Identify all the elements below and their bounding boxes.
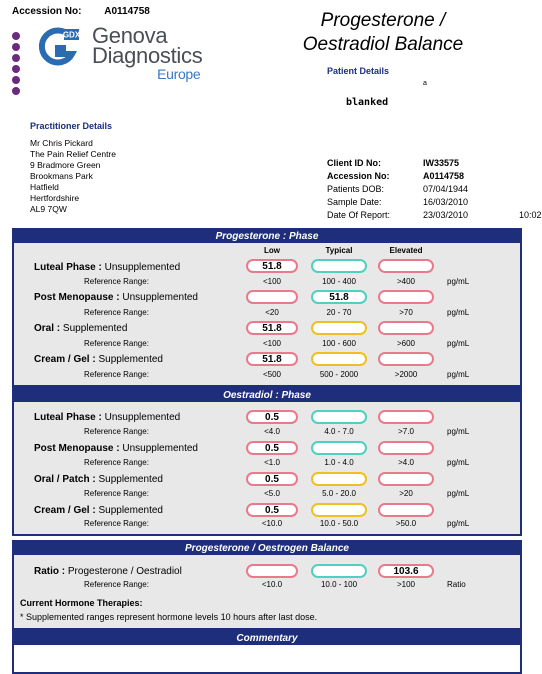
elevated-result-box	[378, 410, 434, 424]
low-result-box: 0.5	[246, 410, 298, 424]
brand-line-2: Diagnostics	[92, 43, 203, 68]
unit-label: pg/mL	[447, 519, 470, 528]
report-title	[270, 9, 496, 57]
dob-value: 07/04/1944	[423, 184, 469, 194]
genova-g-logo-icon	[36, 26, 80, 70]
sample-date-label: Sample Date:	[327, 197, 382, 207]
typical-result-box: 51.8	[311, 290, 367, 304]
low-result-box	[246, 564, 298, 578]
client-accession-value: A0114758	[423, 171, 465, 181]
progesterone-panel-title: Progesterone : Phase	[14, 230, 520, 243]
typical-range: 5.0 - 20.0	[322, 489, 356, 498]
typical-result-box	[311, 410, 367, 424]
typical-result-box	[311, 564, 367, 578]
reference-range-label: Reference Range:	[84, 458, 149, 467]
unit-label: pg/mL	[447, 427, 470, 436]
practitioner-address	[30, 138, 116, 215]
reference-range-label: Reference Range:	[84, 370, 149, 379]
sample-date-value: 16/03/2010	[423, 197, 469, 207]
result-row-label: Cream / Gel : Supplemented	[34, 354, 163, 365]
typical-range: 500 - 2000	[319, 370, 359, 379]
reference-range-label: Reference Range:	[84, 489, 149, 498]
low-result-box: 51.8	[246, 352, 298, 366]
elevated-result-box	[378, 503, 434, 517]
report-title-line-2: Oestradiol Balance	[302, 34, 464, 55]
unit-label: pg/mL	[447, 489, 470, 498]
low-range: <20	[265, 308, 279, 317]
oestradiol-panel-title: Oestradiol : Phase	[14, 389, 520, 402]
commentary-panel	[12, 630, 522, 674]
result-row-label: Post Menopause : Unsupplemented	[34, 292, 198, 303]
typical-range: 100 - 400	[322, 277, 356, 286]
accession-header	[12, 6, 150, 17]
elevated-result-box	[378, 472, 434, 486]
reference-range-label: Reference Range:	[84, 308, 149, 317]
brand-line-1: Genova	[92, 23, 168, 48]
typical-range: 10.0 - 50.0	[319, 519, 359, 528]
elevated-range: >100	[396, 580, 416, 589]
low-range: <4.0	[264, 427, 280, 436]
low-result-box: 51.8	[246, 321, 298, 335]
address-line: AL9 7QW	[30, 204, 67, 214]
hormone-therapies-label: Current Hormone Therapies:	[20, 598, 143, 608]
elevated-result-box	[378, 321, 434, 335]
unit-label: pg/mL	[447, 370, 470, 379]
elevated-range: >400	[396, 277, 416, 286]
result-row-label: Oral / Patch : Supplemented	[34, 474, 163, 485]
column-header-typical: Typical	[325, 246, 353, 255]
logo-text: GDX	[62, 30, 81, 40]
low-range: <100	[262, 277, 282, 286]
typical-range: 4.0 - 7.0	[324, 427, 354, 436]
practitioner-details-label: Practitioner Details	[30, 121, 113, 131]
typical-range: 1.0 - 4.0	[324, 458, 354, 467]
low-range: <10.0	[261, 519, 283, 528]
patient-name: blanked	[346, 97, 389, 108]
address-line: Mr Chris Pickard	[30, 138, 93, 148]
low-range: <100	[262, 339, 282, 348]
patient-details-label: Patient Details	[327, 66, 390, 76]
dob-label: Patients DOB:	[327, 184, 385, 194]
low-result-box: 0.5	[246, 472, 298, 486]
logo-dots-icon	[12, 32, 20, 98]
typical-range: 20 - 70	[326, 308, 352, 317]
unit-label: pg/mL	[447, 277, 470, 286]
elevated-range: >600	[396, 339, 416, 348]
report-title-line-1: Progesterone /	[320, 10, 446, 31]
result-row-label: Luteal Phase : Unsupplemented	[34, 262, 181, 273]
accession-label: Accession No:	[12, 6, 82, 17]
low-result-box: 0.5	[246, 441, 298, 455]
elevated-result-box: 103.6	[378, 564, 434, 578]
low-range: <1.0	[264, 458, 280, 467]
address-line: Brookmans Park	[30, 171, 93, 181]
client-id-label: Client ID No:	[327, 158, 381, 168]
low-result-box: 0.5	[246, 503, 298, 517]
result-row-label: Luteal Phase : Unsupplemented	[34, 412, 181, 423]
typical-result-box	[311, 503, 367, 517]
client-id-value: IW33575	[423, 158, 460, 168]
client-accession-label: Accession No:	[327, 171, 390, 181]
elevated-result-box	[378, 259, 434, 273]
low-result-box: 51.8	[246, 259, 298, 273]
low-range: <500	[262, 370, 282, 379]
address-line: Hatfield	[30, 182, 59, 192]
reference-range-label: Reference Range:	[84, 339, 149, 348]
unit-label: Ratio	[447, 580, 466, 589]
typical-range: 100 - 600	[322, 339, 356, 348]
low-range: <10.0	[261, 580, 283, 589]
typical-result-box	[311, 472, 367, 486]
address-line: The Pain Relief Centre	[30, 149, 116, 159]
address-line: 9 Bradmore Green	[30, 160, 101, 170]
typical-result-box	[311, 352, 367, 366]
low-range: <5.0	[264, 489, 280, 498]
result-row-label: Ratio : Progesterone / Oestradiol	[34, 566, 182, 577]
unit-label: pg/mL	[447, 458, 470, 467]
brand-wordmark	[92, 23, 203, 82]
elevated-range: >4.0	[398, 458, 414, 467]
client-details	[327, 157, 542, 222]
elevated-range: >20	[399, 489, 413, 498]
typical-result-box	[311, 259, 367, 273]
result-row-label: Oral : Supplemented	[34, 323, 128, 334]
accession-value: A0114758	[104, 6, 150, 17]
elevated-range: >50.0	[395, 519, 417, 528]
reference-range-label: Reference Range:	[84, 277, 149, 286]
commentary-panel-title: Commentary	[14, 632, 520, 645]
reference-range-label: Reference Range:	[84, 427, 149, 436]
typical-range: 10.0 - 100	[320, 580, 358, 589]
supplemented-note: * Supplemented ranges represent hormone levels 10 hours after last dose.	[20, 612, 318, 622]
report-date-label: Date Of Report:	[327, 210, 391, 220]
typical-result-box	[311, 321, 367, 335]
address-line: Hertfordshire	[30, 193, 80, 203]
result-row-label: Post Menopause : Unsupplemented	[34, 443, 198, 454]
result-row-label: Cream / Gel : Supplemented	[34, 505, 163, 516]
elevated-result-box	[378, 290, 434, 304]
column-header-elevated: Elevated	[389, 246, 423, 255]
tick-mark: a	[423, 80, 427, 87]
elevated-range: >7.0	[398, 427, 414, 436]
brand-line-3: Europe	[157, 66, 201, 82]
elevated-result-box	[378, 441, 434, 455]
balance-panel-title: Progesterone / Oestrogen Balance	[14, 542, 520, 555]
low-result-box	[246, 290, 298, 304]
column-header-low: Low	[264, 246, 280, 255]
reference-range-label: Reference Range:	[84, 519, 149, 528]
unit-label: pg/mL	[447, 339, 470, 348]
typical-result-box	[311, 441, 367, 455]
elevated-range: >2000	[394, 370, 418, 379]
elevated-result-box	[378, 352, 434, 366]
reference-range-label: Reference Range:	[84, 580, 149, 589]
unit-label: pg/mL	[447, 308, 470, 317]
report-time-value: 10:02	[519, 210, 542, 220]
report-date-value: 23/03/2010	[423, 210, 469, 220]
elevated-range: >70	[399, 308, 413, 317]
